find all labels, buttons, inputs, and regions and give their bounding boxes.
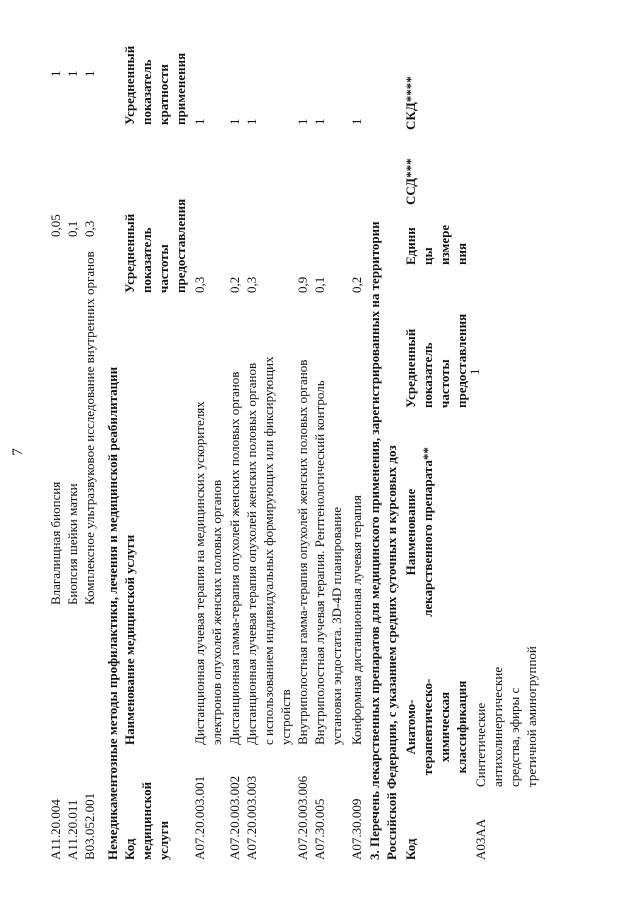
service-name: с использованием индивидуальных формирующих или фиксирующих	[261, 356, 276, 745]
service-multiplicity: 1	[295, 118, 310, 125]
header-frequency: частоты	[156, 244, 171, 293]
service-frequency: 0,1	[65, 220, 80, 237]
section3-title: 3. Перечень лекарственных препаратов для медицинского применения, зарегистрированных на территории	[367, 221, 382, 860]
header-skd: СКД****	[403, 76, 418, 130]
header-atc: химическая	[437, 691, 452, 763]
service-name: Внутриполостная лучевая терапия. Рентгенологический контроль	[312, 380, 327, 745]
service-name: Комплексное ультразвуковое исследование внутренних органов	[82, 251, 97, 605]
service-multiplicity: 1	[312, 118, 327, 125]
service-code: A07.20.003.002	[227, 775, 242, 860]
service-frequency: 0,9	[295, 276, 310, 293]
header-drug-name: лекарственного препарата**	[420, 447, 435, 617]
service-multiplicity: 1	[82, 70, 97, 77]
page-number: 7	[10, 448, 26, 456]
header-frequency: Усредненный	[122, 213, 137, 293]
header-units: ния	[454, 242, 469, 265]
service-name: Внутриполостная гамма-терапия опухолей женских половых органов	[295, 359, 310, 745]
service-frequency: 0,2	[227, 276, 242, 293]
drug-atc: средства, эфиры с	[507, 687, 522, 787]
service-name: устройств	[278, 689, 293, 745]
drug-frequency: 1	[467, 368, 482, 375]
header-frequency: предоставления	[454, 313, 469, 408]
service-multiplicity: 1	[65, 70, 80, 77]
service-frequency: 0,1	[312, 276, 327, 293]
service-frequency: 0,3	[192, 276, 207, 293]
header-multiplicity: применения	[173, 52, 188, 125]
section-title: Немедикаментозные методы профилактики, лечения и медицинской реабилитации	[105, 366, 120, 860]
service-name: Дистанционная лучевая терапия на медицинских ускорителях	[192, 401, 207, 745]
header-units: цы	[420, 247, 435, 265]
service-name: электронов опухолей женских половых органов	[209, 479, 224, 745]
header-multiplicity: кратности	[156, 64, 171, 125]
header-drug-name: Наименование	[403, 488, 418, 576]
service-frequency: 0,3	[82, 220, 97, 237]
service-multiplicity: 1	[244, 118, 259, 125]
section3-title: Российской Федерации, с указанием средних суточных и курсовых доз	[384, 445, 399, 860]
header-code: медицинской	[139, 781, 154, 860]
service-code: A07.30.005	[312, 798, 327, 860]
service-frequency: 0,2	[349, 276, 364, 293]
service-name: Биопсия шейки матки	[65, 483, 80, 605]
service-code: A11.20.011	[65, 799, 80, 860]
header-multiplicity: показатель	[139, 59, 154, 125]
header-units: измере	[437, 224, 452, 265]
header-atc: терапевтическо-	[420, 678, 435, 776]
header-frequency: частоты	[437, 359, 452, 408]
service-multiplicity: 1	[349, 118, 364, 125]
header-code: услуги	[156, 820, 171, 860]
service-multiplicity: 1	[227, 118, 242, 125]
service-multiplicity: 1	[192, 118, 207, 125]
service-code: A07.30.009	[349, 798, 364, 860]
header-multiplicity: Усредненный	[122, 45, 137, 125]
drug-atc: антихолинергические	[490, 666, 505, 787]
header-code: Код	[122, 838, 137, 860]
drug-atc: Синтетические	[473, 702, 488, 787]
service-name: установки эндостата. 3D-4D планирование	[329, 506, 344, 745]
header-frequency: показатель	[139, 227, 154, 293]
service-code: A07.20.003.006	[295, 775, 310, 860]
drug-atc: третичной аминогруппой	[524, 646, 539, 787]
header-code: Код	[403, 838, 418, 860]
drug-code: A03AA	[473, 818, 488, 860]
service-multiplicity: 1	[48, 70, 63, 77]
service-name: Дистанционная лучевая терапия опухолей женских половых органов	[244, 362, 259, 745]
service-code: A07.20.003.003	[244, 775, 259, 860]
header-ssd: ССД***	[403, 158, 418, 205]
header-frequency: Усредненный	[403, 328, 418, 408]
service-code: A11.20.004	[48, 799, 63, 860]
service-name: Дистанционная гамма-терапия опухолей женских половых органов	[227, 371, 242, 745]
header-atc: Анатомо-	[403, 699, 418, 755]
service-frequency: 0,05	[48, 214, 63, 237]
header-name: Наименование медицинской услуги	[122, 534, 137, 745]
service-frequency: 0,3	[244, 276, 259, 293]
service-code: B03.052.001	[82, 792, 97, 860]
service-name: Влагалищная биопсия	[48, 481, 63, 605]
header-frequency: показатель	[420, 342, 435, 408]
header-atc: классификация	[454, 680, 469, 774]
service-name: Конформная дистанционная лучевая терапия	[349, 495, 364, 745]
header-frequency: предоставления	[173, 198, 188, 293]
header-units: Едини	[403, 227, 418, 265]
service-code: A07.20.003.001	[192, 775, 207, 860]
